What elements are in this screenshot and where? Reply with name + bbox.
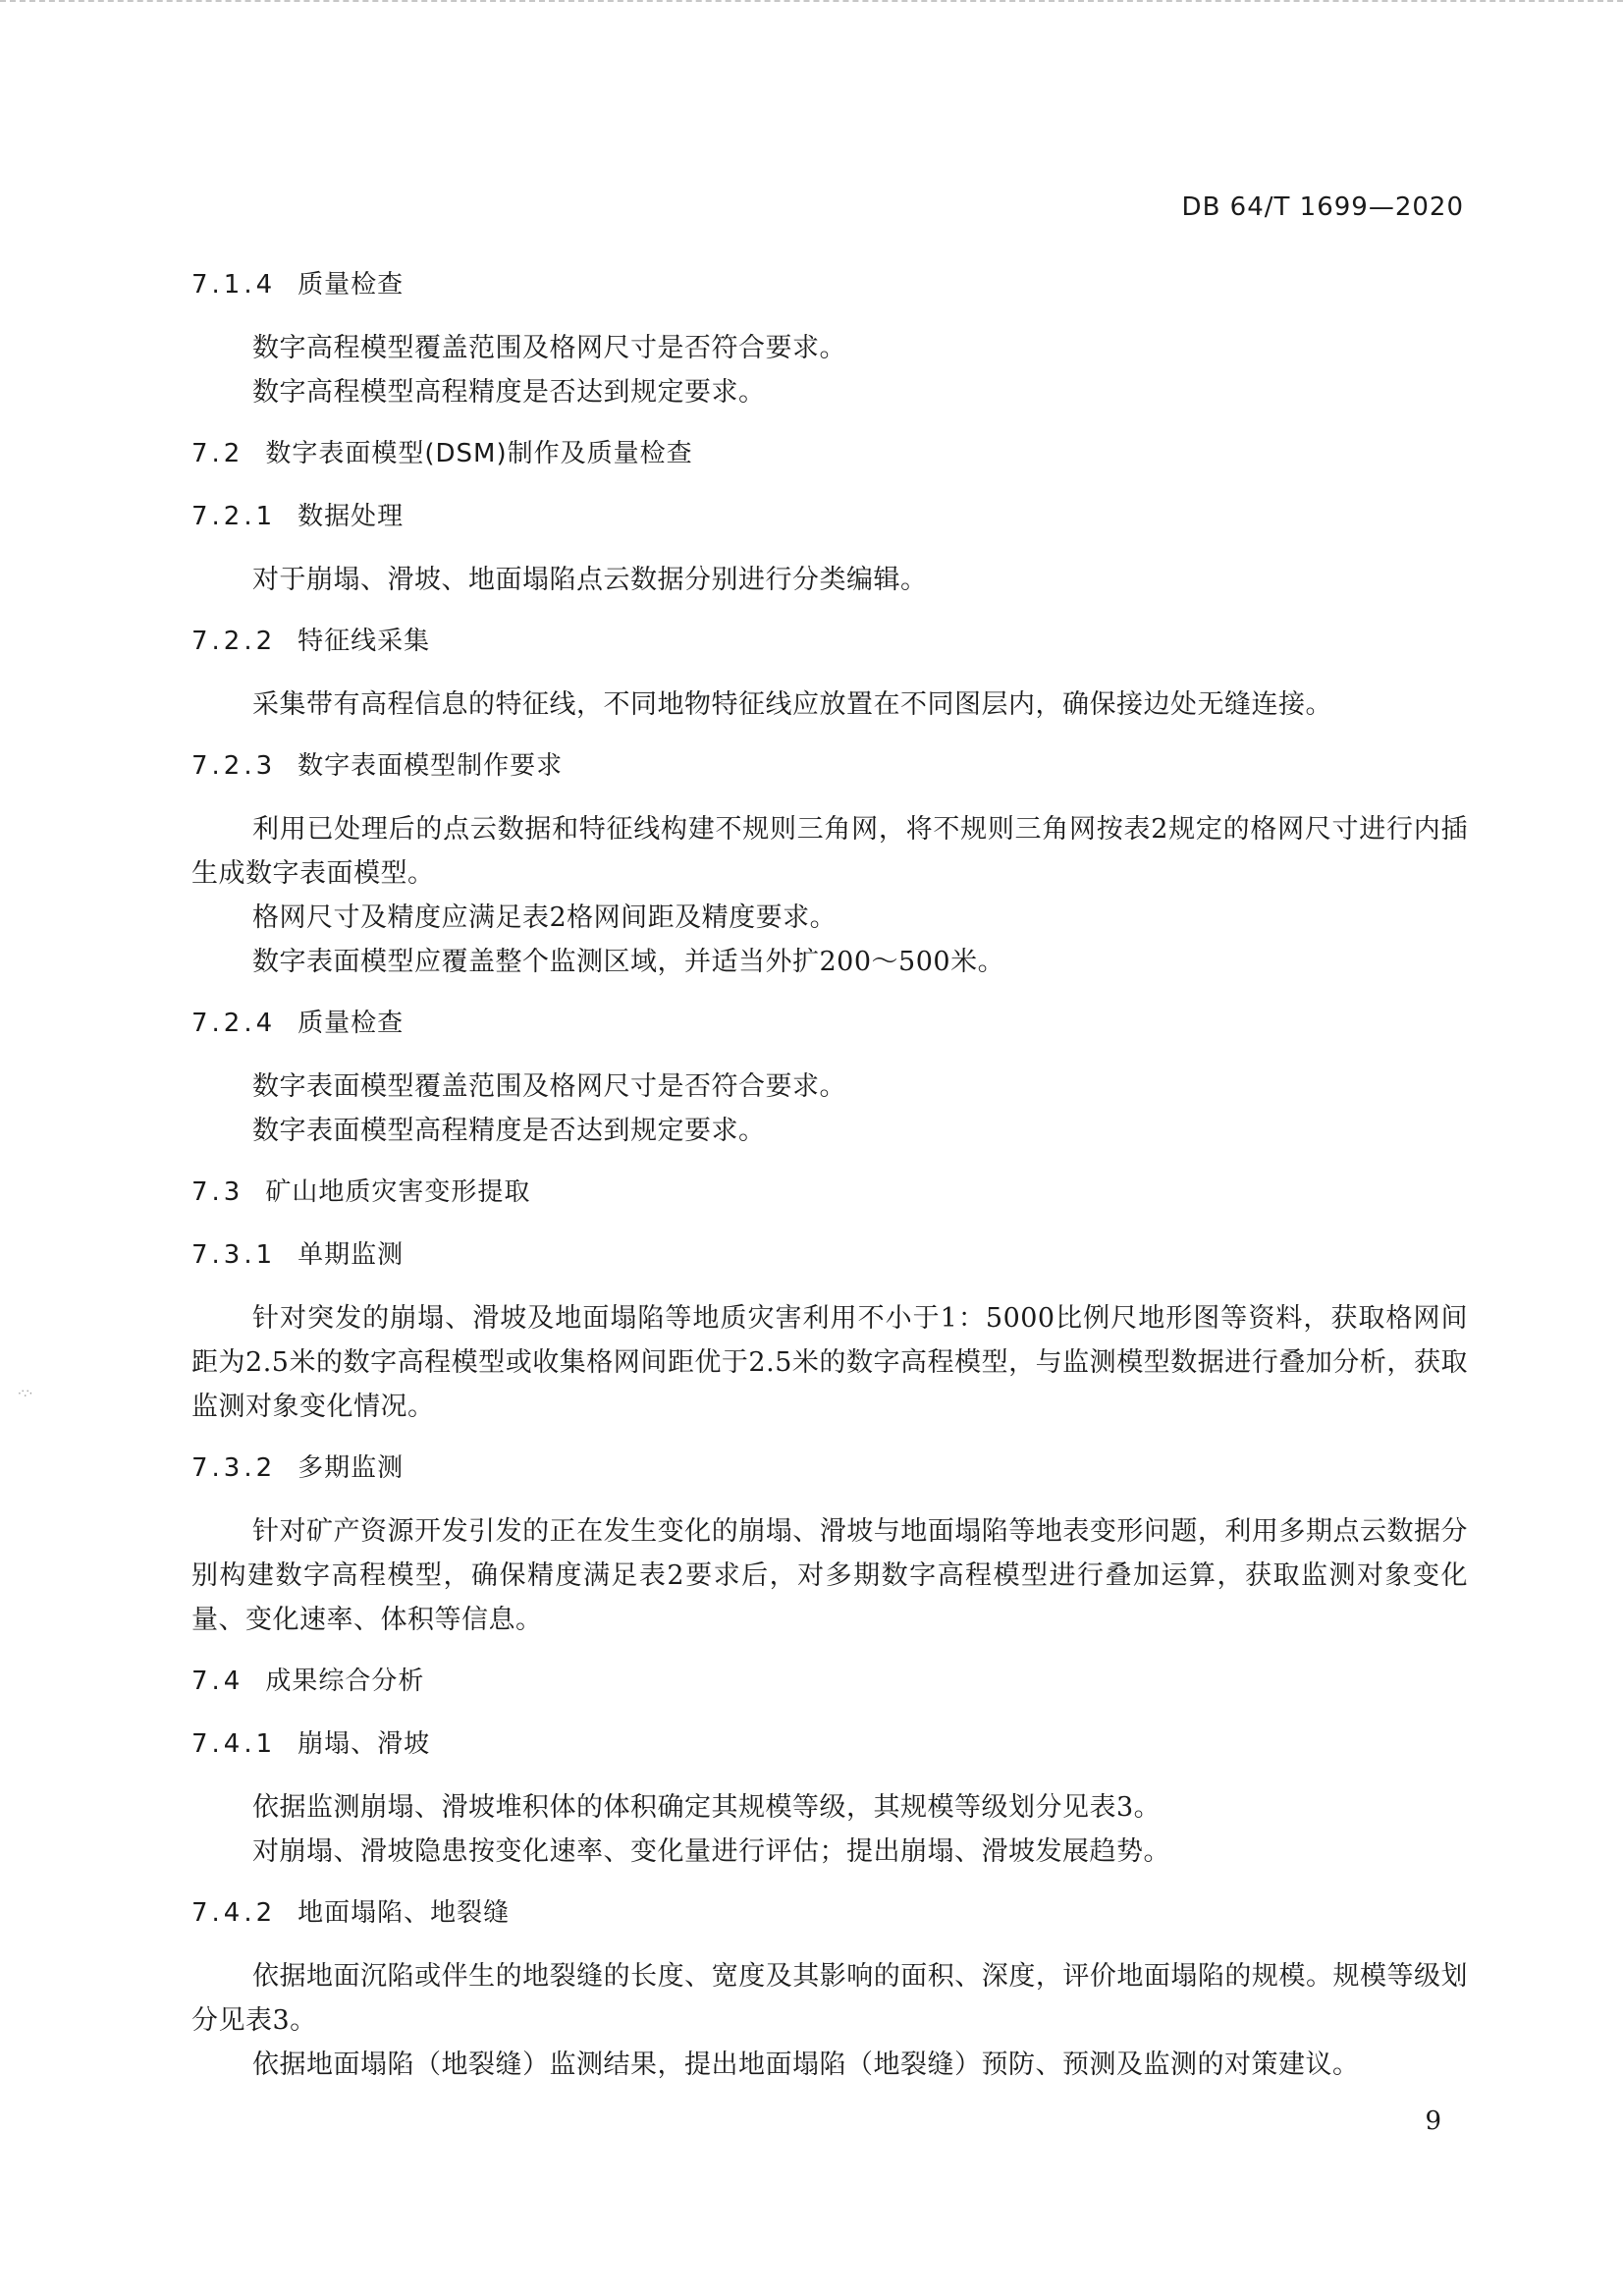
paragraph: 依据地面沉陷或伴生的地裂缝的长度、宽度及其影响的面积、深度，评价地面塌陷的规模。规模等级划分见表3。 (191, 1961, 1468, 2036)
section-number: 7.3.2 (191, 1453, 277, 1483)
paragraph: 采集带有高程信息的特征线，不同地物特征线应放置在不同图层内，确保接边处无缝连接。 (252, 689, 1332, 720)
section-number: 7.4.1 (191, 1729, 277, 1759)
paragraph: 数字高程模型高程精度是否达到规定要求。 (252, 377, 766, 408)
section-title: 矿山地质灾害变形提取 (265, 1177, 531, 1207)
section-title: 特征线采集 (298, 627, 431, 656)
section-heading (191, 432, 1468, 475)
section-title: 成果综合分析 (265, 1667, 425, 1696)
section-heading (191, 744, 1468, 788)
paragraph: 依据地面塌陷（地裂缝）监测结果，提出地面塌陷（地裂缝）预防、预测及监测的对策建议。 (252, 2050, 1360, 2080)
section-heading (191, 620, 1468, 663)
paragraph: 数字表面模型覆盖范围及格网尺寸是否符合要求。 (252, 1071, 846, 1102)
section-title: 多期监测 (298, 1453, 405, 1483)
section-heading (191, 1722, 1468, 1766)
section-heading (191, 495, 1468, 538)
paragraph: 数字高程模型覆盖范围及格网尺寸是否符合要求。 (252, 333, 846, 363)
paragraph: 格网尺寸及精度应满足表2格网间距及精度要求。 (252, 902, 838, 933)
paragraph: 依据监测崩塌、滑坡堆积体的体积确定其规模等级，其规模等级划分见表3。 (252, 1792, 1162, 1823)
scan-top-edge (0, 0, 1623, 6)
section-title: 崩塌、滑坡 (298, 1729, 431, 1759)
section-number: 7.1.4 (191, 270, 277, 300)
section-title: 数字表面模型制作要求 (298, 751, 564, 781)
section-title: 单期监测 (298, 1240, 405, 1270)
paragraph: 针对突发的崩塌、滑坡及地面塌陷等地质灾害利用不小于1：5000比例尺地形图等资料，获取格网间距为2.5米的数字高程模型或收集格网间距优于2.5米的数字高程模型，与监测模型数据进行叠加分析，获取监测对象变化情况。 (191, 1303, 1468, 1422)
paragraph: 针对矿产资源开发引发的正在发生变化的崩塌、滑坡与地面塌陷等地表变形问题，利用多期点云数据分别构建数字高程模型，确保精度满足表2要求后，对多期数字高程模型进行叠加运算，获取监测对象变化量、变化速率、体积等信息。 (191, 1516, 1468, 1635)
section-number: 7.4.2 (191, 1898, 277, 1928)
section-heading (191, 1660, 1468, 1703)
section-heading (191, 263, 1468, 306)
page-number: 9 (1425, 2106, 1441, 2136)
section-title: 数据处理 (298, 502, 405, 531)
section-title: 质量检查 (298, 270, 405, 300)
scan-speck: ·∵· (18, 1387, 33, 1400)
section-heading (191, 1447, 1468, 1490)
section-number: 7.2.1 (191, 502, 277, 531)
section-number: 7.2.3 (191, 751, 277, 781)
section-number: 7.4 (191, 1667, 244, 1696)
section-title: 质量检查 (298, 1009, 405, 1038)
section-heading (191, 1233, 1468, 1277)
section-number: 7.3.1 (191, 1240, 277, 1270)
section-number: 7.2.4 (191, 1009, 277, 1038)
paragraph: 利用已处理后的点云数据和特征线构建不规则三角网，将不规则三角网按表2规定的格网尺寸进行内插生成数字表面模型。 (191, 814, 1468, 889)
section-number: 7.2.2 (191, 627, 277, 656)
section-number: 7.2 (191, 439, 244, 468)
section-heading (191, 1891, 1468, 1935)
section-number: 7.3 (191, 1177, 244, 1207)
section-heading (191, 1171, 1468, 1214)
paragraph: 数字表面模型应覆盖整个监测区域，并适当外扩200～500米。 (252, 947, 1005, 977)
paragraph: 对崩塌、滑坡隐患按变化速率、变化量进行评估；提出崩塌、滑坡发展趋势。 (252, 1836, 1170, 1867)
section-heading (191, 1002, 1468, 1045)
paragraph: 数字表面模型高程精度是否达到规定要求。 (252, 1116, 766, 1146)
section-title: 地面塌陷、地裂缝 (298, 1898, 511, 1928)
section-title: 数字表面模型(DSM)制作及质量检查 (265, 439, 693, 468)
document-body (191, 263, 1468, 2105)
standard-code: DB 64/T 1699—2020 (1181, 192, 1464, 222)
paragraph: 对于崩塌、滑坡、地面塌陷点云数据分别进行分类编辑。 (252, 565, 928, 595)
